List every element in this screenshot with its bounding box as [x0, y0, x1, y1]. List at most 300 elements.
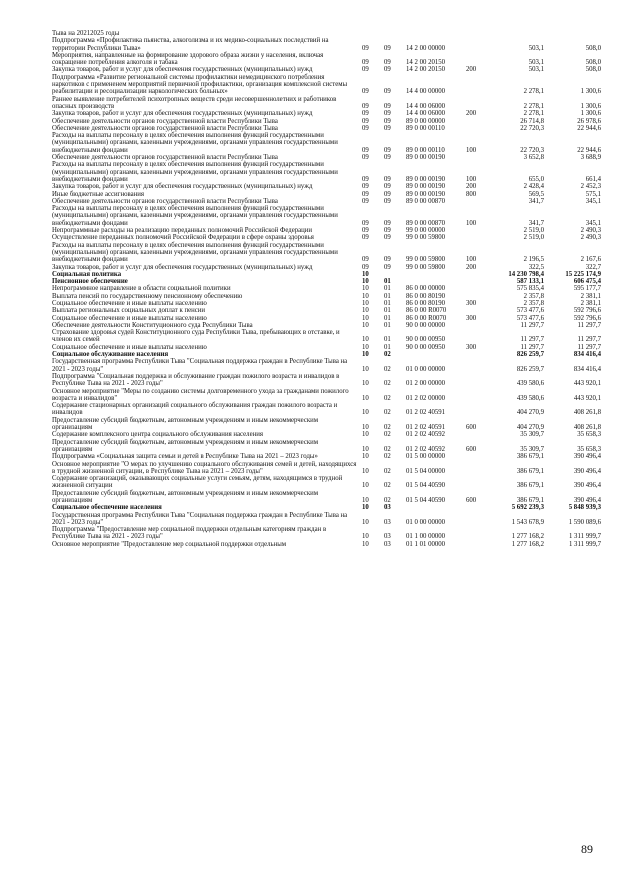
- row-expense-type: 100: [466, 146, 477, 154]
- row-name: Расходы на выплаты персоналу в целях обеспечения выполнения функций государственными (муниципальными) органами, казенными учреждениями, органами управления государственными внебюджетными фондами: [52, 241, 338, 264]
- row-target-article: 89 0 00 00000: [406, 117, 446, 125]
- row-name: Обеспечение деятельности Конституционного суда Республики Тыва: [52, 321, 253, 329]
- row-section: 10: [362, 518, 369, 526]
- row-amount-2: 606 475,4: [573, 278, 601, 286]
- row-subsection: 01: [384, 314, 391, 322]
- row-expense-type: 300: [466, 343, 477, 351]
- row-subsection: 09: [384, 234, 391, 242]
- row-expense-type: [466, 402, 486, 417]
- row-section: 10: [362, 292, 369, 300]
- row-section: 10: [362, 299, 369, 307]
- row-name: Подпрограмма «Профилактика пьянства, алкоголизма и их медико-социальных последствий на территории Республики Тыва»: [52, 37, 329, 52]
- row-section: [362, 30, 384, 37]
- row-name: Подпрограмма "Предоставление мер социальной поддержки отдельным категориям граждан в Республике Тыва на 2021 - 2023 годы": [52, 526, 327, 541]
- row-target-article: 99 0 00 59800: [406, 256, 446, 264]
- row-section: 09: [362, 256, 369, 264]
- row-subsection: 03: [384, 518, 391, 526]
- row-expense-type: [466, 373, 486, 388]
- row-amount-2: 345,1: [585, 219, 601, 227]
- row-expense-type: [466, 154, 486, 161]
- row-subsection: 01: [384, 285, 391, 293]
- table-row: [52, 278, 601, 285]
- row-section: 09: [362, 102, 369, 110]
- row-expense-type: [466, 358, 486, 373]
- row-amount-2: 2 452,3: [580, 183, 601, 191]
- row-subsection: 09: [384, 175, 391, 183]
- row-subsection: 09: [384, 190, 391, 198]
- row-expense-type: [466, 118, 486, 125]
- row-amount-1: 2 519,0: [523, 234, 544, 242]
- table-row: [52, 388, 601, 403]
- row-amount-2: 2 490,3: [580, 234, 601, 242]
- row-expense-type: [466, 351, 486, 358]
- row-name: Социальная политика: [52, 270, 122, 278]
- row-section: 09: [362, 197, 369, 205]
- row-subsection: 03: [384, 504, 391, 512]
- table-row: [52, 205, 601, 227]
- table-row: [52, 52, 601, 67]
- row-section: 09: [362, 44, 369, 52]
- row-name: Подпрограмма «Развитие региональной системы профилактики немедицинского потребления наркотиков с примененем мероприятий первичной профилактики, организация комплексной системы реабилитации и ресоциализации наркологических больных»: [52, 73, 348, 96]
- table-row: [52, 307, 601, 314]
- row-subsection: 09: [384, 110, 391, 118]
- table-row: [52, 125, 601, 132]
- row-name: Закупка товаров, работ и услуг для обеспечения государственных (муниципальных) нужд: [52, 110, 313, 118]
- row-target-article: 86 0 00 00000: [406, 285, 446, 293]
- row-subsection: 02: [384, 497, 391, 504]
- row-target-article: 01 2 02 40592: [406, 431, 446, 439]
- row-expense-type: [466, 271, 486, 278]
- row-name: Непрограммное направление в области социальной политики: [52, 285, 231, 293]
- row-section: 10: [362, 285, 369, 293]
- row-amount-1: 386 679,1: [516, 453, 544, 461]
- table-row: [52, 351, 601, 358]
- row-amount-2: 2 381,1: [580, 299, 601, 307]
- table-row: [52, 358, 601, 373]
- row-section: 09: [362, 146, 369, 154]
- row-amount-2: 592 796,6: [573, 307, 601, 315]
- row-subsection: 09: [384, 183, 391, 191]
- row-name: Обеспечение деятельности органов государственной власти Республики Тыва: [52, 117, 278, 125]
- row-name: Подпрограмма "Социальная поддержка и обслуживание граждан пожилого возраста и инвалидов в Республике Тыва на 2021 - 2023 годы": [52, 372, 340, 388]
- row-section: 09: [362, 66, 369, 74]
- row-target-article: 89 0 00 00110: [406, 146, 445, 154]
- row-expense-type: [466, 322, 486, 329]
- row-amount-1: 22 720,3: [520, 124, 544, 132]
- row-subsection: 09: [384, 66, 391, 74]
- row-section: 10: [362, 278, 369, 286]
- row-name: Социальное обеспечение и иные выплаты населению: [52, 343, 207, 351]
- row-expense-type: [466, 526, 486, 541]
- row-subsection: 02: [384, 467, 391, 475]
- table-row: [52, 373, 601, 388]
- table-row: [52, 227, 601, 234]
- row-name: Пенсионное обеспечение: [52, 278, 128, 286]
- table-row: [52, 322, 601, 329]
- row-section: 10: [362, 336, 369, 344]
- table-row: [52, 242, 601, 264]
- row-subsection: 09: [384, 59, 391, 67]
- row-amount-2: 408 261,8: [573, 409, 601, 417]
- row-amount-1: 503,1: [528, 66, 544, 74]
- row-target-article: 90 0 00 00000: [406, 321, 446, 329]
- row-subsection: 09: [384, 88, 391, 96]
- row-amount-2: [544, 30, 601, 37]
- table-row: [52, 329, 601, 344]
- row-target-article: 89 0 00 00190: [406, 154, 446, 162]
- row-section: 09: [362, 110, 369, 118]
- row-amount-1: 3 652,8: [523, 154, 544, 162]
- row-target-article: 01 5 04 00000: [406, 467, 446, 475]
- row-target-article: 14 2 00 00000: [406, 44, 446, 52]
- row-expense-type: [466, 307, 486, 314]
- row-name: Социальное обеспечение и иные выплаты населению: [52, 299, 207, 307]
- row-expense-type: [466, 37, 486, 52]
- row-section: 10: [362, 409, 369, 417]
- row-subsection: 01: [384, 278, 391, 286]
- row-target-article: 01 0 00 00000: [406, 518, 446, 526]
- table-row: [52, 132, 601, 154]
- row-amount-1: [486, 30, 544, 37]
- row-target-article: [406, 278, 466, 285]
- row-subsection: 03: [384, 540, 391, 548]
- row-target-article: 01 2 02 40591: [406, 409, 446, 417]
- row-name: Предоставление субсидий бюджетным, автономным учреждениям и иным некоммерческим организациям: [52, 438, 319, 453]
- row-section: 09: [362, 117, 369, 125]
- row-subsection: 01: [384, 292, 391, 300]
- row-subsection: 02: [384, 482, 391, 490]
- row-name: Обеспечение деятельности органов государственной власти Республики Тыва: [52, 154, 278, 162]
- row-amount-2: 834 416,4: [573, 351, 601, 359]
- row-section: 09: [362, 227, 369, 235]
- row-amount-1: 503,1: [528, 59, 544, 67]
- table-row: [52, 110, 601, 117]
- table-row: [52, 315, 601, 322]
- row-subsection: 09: [384, 117, 391, 125]
- row-name: Закупка товаров, работ и услуг для обеспечения государственных (муниципальных) нужд: [52, 183, 313, 191]
- row-subsection: 09: [384, 102, 391, 110]
- row-subsection: 02: [384, 424, 391, 432]
- row-expense-type: 300: [466, 314, 477, 322]
- row-section: 09: [362, 88, 369, 96]
- row-section: 10: [362, 380, 369, 388]
- row-expense-type: [466, 475, 486, 490]
- row-expense-type: [466, 227, 486, 234]
- table-row: [52, 439, 601, 454]
- row-subsection: 02: [384, 351, 391, 359]
- row-name: Основное мероприятие "О мерах по улучшению социального обслуживания семей и детей, находящихся в трудной жизненной ситуации, в Республике Тыва на 2021 – 2023 годы": [52, 460, 357, 475]
- row-expense-type: [466, 388, 486, 403]
- row-amount-1: 386 679,1: [516, 467, 544, 475]
- table-row: [52, 541, 601, 548]
- row-amount-2: 508,0: [585, 59, 601, 67]
- budget-page: [52, 30, 601, 548]
- row-target-article: 86 0 00 80190: [406, 299, 446, 307]
- row-amount-1: 826 259,7: [516, 365, 544, 373]
- row-section: 10: [362, 445, 369, 453]
- row-amount-1: 569,5: [528, 190, 544, 198]
- row-target-article: 01 5 04 40590: [406, 482, 446, 490]
- table-row: [52, 512, 601, 527]
- row-subsection: 02: [384, 453, 391, 461]
- row-subsection: 02: [384, 431, 391, 439]
- row-target-article: [406, 504, 466, 511]
- row-amount-1: 2 196,5: [523, 256, 544, 264]
- row-expense-type: [466, 504, 486, 511]
- row-expense-type: [466, 30, 486, 37]
- row-section: 10: [362, 482, 369, 490]
- row-target-article: 86 0 00 R0070: [406, 314, 447, 322]
- row-section: 09: [362, 175, 369, 183]
- row-amount-2: 595 177,7: [573, 285, 601, 293]
- row-target-article: 01 5 00 00000: [406, 453, 446, 461]
- row-amount-2: 5 848 939,3: [568, 504, 601, 512]
- table-row: [52, 74, 601, 96]
- row-name: Тыва на 20212025 годы: [52, 30, 120, 37]
- row-subsection: 02: [384, 445, 391, 453]
- row-amount-2: 390 496,4: [573, 497, 601, 504]
- row-subsection: 09: [384, 197, 391, 205]
- budget-table: [52, 30, 601, 548]
- row-section: 10: [362, 394, 369, 402]
- row-amount-2: 322,7: [585, 263, 601, 271]
- row-expense-type: 200: [466, 66, 477, 74]
- row-amount-1: 5 692 239,3: [511, 504, 544, 512]
- row-section: 09: [362, 234, 369, 242]
- row-amount-2: 390 496,4: [573, 482, 601, 490]
- row-name: Социальное обслуживание населения: [52, 351, 169, 359]
- row-subsection: 09: [384, 227, 391, 235]
- row-name: Мероприятия, направленные на формирование здорового образа жизни у населения, включая сокращение потребления алкоголя и табака: [52, 51, 324, 67]
- row-name: Социальное обеспечение и иные выплаты населению: [52, 314, 207, 322]
- row-amount-1: 404 270,9: [516, 424, 544, 432]
- table-row: [52, 66, 601, 73]
- row-amount-2: 35 658,3: [577, 445, 601, 453]
- row-amount-2: 390 496,4: [573, 453, 601, 461]
- table-row: [52, 417, 601, 432]
- row-section: 10: [362, 270, 369, 278]
- row-amount-1: 1 277 168,2: [511, 533, 544, 541]
- row-section: 10: [362, 504, 369, 512]
- row-expense-type: [466, 234, 486, 241]
- row-name: Основное мероприятие "Предоставление мер социальной поддержки отдельным: [52, 540, 287, 548]
- row-expense-type: [466, 52, 486, 67]
- row-target-article: 99 0 00 59800: [406, 234, 446, 242]
- page-number: 89: [581, 842, 593, 856]
- row-expense-type: 600: [466, 497, 477, 504]
- row-section: 09: [362, 183, 369, 191]
- row-name: Закупка товаров, работ и услуг для обеспечения государственных (муниципальных) нужд: [52, 66, 313, 74]
- row-name: Основное мероприятие "Меры по созданию системы долговременного ухода за гражданами пожилого возраста и инвалидов": [52, 387, 349, 402]
- table-row: [52, 475, 601, 490]
- row-section: 10: [362, 424, 369, 432]
- table-row: [52, 154, 601, 161]
- row-amount-1: 341,7: [528, 197, 544, 205]
- row-target-article: 01 2 00 00000: [406, 380, 446, 388]
- row-section: 10: [362, 533, 369, 541]
- row-target-article: 89 0 00 00190: [406, 190, 446, 198]
- row-section: 09: [362, 59, 369, 67]
- row-target-article: 89 0 00 00110: [406, 124, 445, 132]
- row-name: Содержание комплексного центра социального обслуживания населения: [52, 431, 263, 439]
- row-section: 09: [362, 124, 369, 132]
- table-row: [52, 285, 601, 292]
- row-expense-type: [466, 461, 486, 476]
- row-target-article: [406, 271, 466, 278]
- row-amount-2: 26 978,6: [577, 117, 601, 125]
- row-amount-2: 1 590 089,6: [568, 518, 601, 526]
- row-amount-2: 508,0: [585, 44, 601, 52]
- row-section: 09: [362, 154, 369, 162]
- row-target-article: 99 0 00 00000: [406, 227, 446, 235]
- row-subsection: 09: [384, 263, 391, 271]
- table-row: [52, 453, 601, 460]
- row-amount-2: 11 297,7: [577, 336, 601, 344]
- row-amount-2: 22 944,6: [577, 146, 601, 154]
- row-subsection: 09: [384, 124, 391, 132]
- row-name: Выплата региональных социальных доплат к пенсии: [52, 307, 206, 315]
- row-expense-type: 600: [466, 445, 477, 453]
- row-target-article: 01 0 00 00000: [406, 365, 446, 373]
- row-name: Расходы на выплаты персоналу в целях обеспечения выполнения функций государственными (муниципальными) органами, казенными учреждениями, органами управления государственными внебюджетными фондами: [52, 205, 338, 227]
- row-amount-1: 2 278,1: [523, 110, 544, 118]
- row-target-article: 90 0 00 00950: [406, 336, 446, 344]
- table-row: [52, 271, 601, 278]
- row-amount-2: 3 688,9: [580, 154, 601, 162]
- row-amount-1: 826 259,7: [516, 351, 544, 359]
- row-name: Обеспечение деятельности органов государственной власти Республики Тыва: [52, 124, 278, 132]
- row-target-article: 01 1 00 00000: [406, 533, 446, 541]
- row-amount-1: 503,1: [528, 44, 544, 52]
- row-subsection: 09: [384, 146, 391, 154]
- row-amount-2: 390 496,4: [573, 467, 601, 475]
- table-row: [52, 96, 601, 111]
- row-name: Обеспечение деятельности органов государственной власти Республики Тыва: [52, 197, 278, 205]
- table-row: [52, 461, 601, 476]
- row-amount-2: 834 416,4: [573, 365, 601, 373]
- row-name: Страхование здоровья судей Конституционного суда Республики Тыва, пребывающих в отставке, и членов их семей: [52, 329, 340, 344]
- row-section: 10: [362, 453, 369, 461]
- row-amount-1: 573 477,6: [516, 307, 544, 315]
- row-subsection: [384, 30, 406, 37]
- row-amount-2: 508,0: [585, 66, 601, 74]
- row-section: 10: [362, 431, 369, 439]
- row-amount-2: 661,4: [585, 175, 601, 183]
- row-expense-type: [466, 278, 486, 285]
- row-subsection: 02: [384, 365, 391, 373]
- row-amount-1: 2 357,8: [523, 299, 544, 307]
- row-expense-type: 300: [466, 299, 477, 307]
- row-target-article: [406, 30, 466, 37]
- row-expense-type: [466, 293, 486, 300]
- row-target-article: 14 4 00 06000: [406, 102, 446, 110]
- row-section: 10: [362, 540, 369, 548]
- row-amount-2: 2 490,3: [580, 227, 601, 235]
- row-subsection: 02: [384, 409, 391, 417]
- row-target-article: 01 2 02 40592: [406, 445, 446, 453]
- row-amount-1: 11 297,7: [520, 336, 544, 344]
- row-name: Подпрограмма «Социальная защита семьи и детей в Республике Тыва на 2021 – 2023 годы»: [52, 453, 318, 461]
- row-expense-type: 100: [466, 219, 477, 227]
- row-expense-type: 200: [466, 110, 477, 118]
- row-amount-2: 15 225 174,9: [565, 270, 601, 278]
- row-subsection: 02: [384, 394, 391, 402]
- row-amount-1: 2 357,8: [523, 292, 544, 300]
- row-subsection: 02: [384, 380, 391, 388]
- row-amount-1: 14 230 798,4: [508, 270, 544, 278]
- row-amount-1: 341,7: [528, 219, 544, 227]
- row-amount-1: 2 278,1: [523, 88, 544, 96]
- row-expense-type: [466, 431, 486, 438]
- row-name: Государственная программа Республики Тыва "Социальная поддержка граждан в Республике Тыва на 2021 - 2023 годы": [52, 358, 348, 373]
- row-section: 09: [362, 219, 369, 227]
- row-target-article: 89 0 00 00870: [406, 197, 446, 205]
- row-target-article: 90 0 00 00950: [406, 343, 446, 351]
- row-amount-2: 443 920,1: [573, 380, 601, 388]
- row-amount-1: 22 720,3: [520, 146, 544, 154]
- table-row: [52, 234, 601, 241]
- table-row: [52, 183, 601, 190]
- row-amount-2: 345,1: [585, 197, 601, 205]
- row-amount-2: 1 311 999,7: [568, 540, 601, 548]
- row-amount-1: 386 679,1: [516, 482, 544, 490]
- row-name: Осуществление переданных полномочий Российской Федерации в сфере охраны здоровья: [52, 234, 314, 242]
- row-amount-1: 439 580,6: [516, 380, 544, 388]
- row-amount-1: 404 270,9: [516, 409, 544, 417]
- row-section: 10: [362, 351, 369, 359]
- row-target-article: 14 4 00 00000: [406, 88, 446, 96]
- row-amount-1: 1 277 168,2: [511, 540, 544, 548]
- table-row: [52, 198, 601, 205]
- row-section: 10: [362, 307, 369, 315]
- row-section: 10: [362, 314, 369, 322]
- row-amount-1: 2 519,0: [523, 227, 544, 235]
- row-amount-2: 35 658,3: [577, 431, 601, 439]
- row-amount-2: 1 311 999,7: [568, 533, 601, 541]
- row-target-article: 89 0 00 00190: [406, 183, 446, 191]
- row-expense-type: 200: [466, 183, 477, 191]
- table-row: [52, 300, 601, 307]
- row-section: 09: [362, 263, 369, 271]
- row-expense-type: 600: [466, 424, 477, 432]
- table-row: [52, 118, 601, 125]
- row-amount-2: 1 300,6: [580, 88, 601, 96]
- row-name: Содержание организаций, оказывающих социальные услуги семьям, детям, находящимся в трудной жизненной ситуации: [52, 475, 343, 490]
- row-target-article: 01 1 01 00000: [406, 540, 446, 548]
- table-row: [52, 402, 601, 417]
- row-target-article: 89 0 00 00870: [406, 219, 446, 227]
- row-section: 10: [362, 467, 369, 475]
- row-name: Социальное обеспечение населения: [52, 504, 162, 512]
- row-subsection: 01: [384, 299, 391, 307]
- row-section: 10: [362, 365, 369, 373]
- row-name: Государственная программа Республики Тыва "Социальная поддержка граждан в Республике Тыва на 2021 - 2023 годы": [52, 511, 348, 526]
- row-subsection: 09: [384, 219, 391, 227]
- row-target-article: 89 0 00 00190: [406, 175, 446, 183]
- row-amount-1: 587 133,1: [516, 278, 544, 286]
- row-expense-type: [466, 96, 486, 111]
- row-subsection: [384, 271, 406, 278]
- row-amount-2: 1 300,6: [580, 102, 601, 110]
- row-amount-1: 11 297,7: [520, 321, 544, 329]
- row-name: Иные бюджетные ассигнования: [52, 190, 145, 198]
- row-target-article: 99 0 00 59800: [406, 263, 446, 271]
- row-amount-2: 408 261,8: [573, 424, 601, 432]
- row-target-article: 14 4 00 06000: [406, 110, 446, 118]
- row-expense-type: [466, 453, 486, 460]
- table-row: [52, 161, 601, 183]
- row-section: 10: [362, 497, 369, 504]
